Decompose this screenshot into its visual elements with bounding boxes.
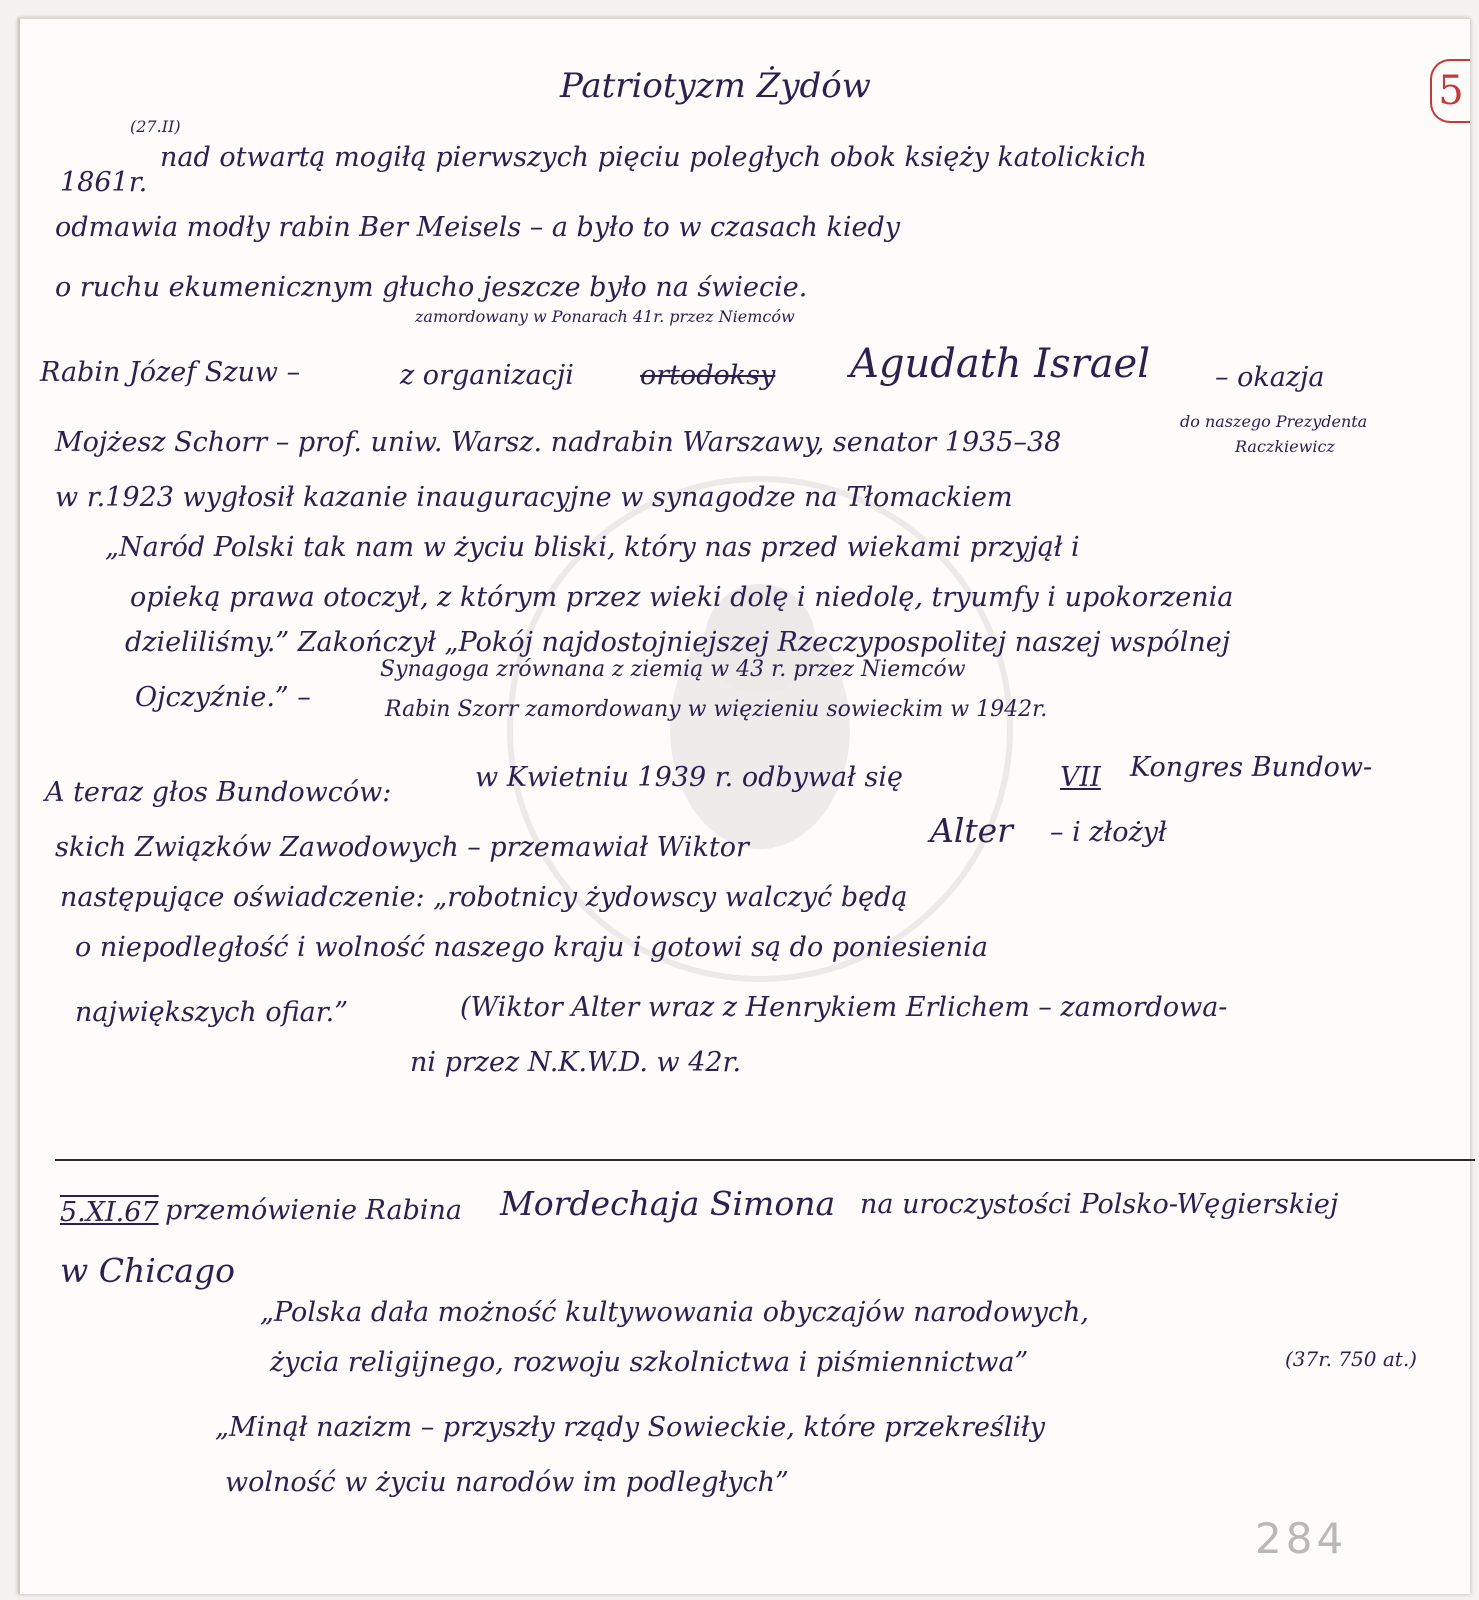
s5-quote2a: „Minął nazizm – przyszły rządy Sowieckie, które przekreśliły — [215, 1412, 1046, 1443]
archive-number: 284 — [1255, 1514, 1348, 1563]
s4-roman: VII — [1060, 762, 1101, 793]
s2-agudath: Agudath Israel — [850, 341, 1151, 387]
s5-name: Mordechaja Simona — [500, 1184, 836, 1223]
s4-line3: następujące oświadczenie: „robotnicy żydowscy walczyć będą — [60, 882, 908, 913]
s3-note2: Rabin Szorr zamordowany w więzieniu sowieckim w 1942r. — [385, 697, 1048, 722]
s5-quote1a: „Polska dała możność kultywowania obyczajów narodowych, — [260, 1297, 1089, 1328]
document-page — [18, 18, 1470, 1594]
s5-side-note: (37r. 750 at.) — [1285, 1347, 1417, 1371]
s4-line2a: skich Związków Zawodowych – przemawiał Wiktor — [55, 832, 749, 863]
s1-line2: odmawia modły rabin Ber Meisels – a było to w czasach kiedy — [55, 212, 901, 243]
s1-line1: nad otwartą mogiłą pierwszych pięciu poległych obok księży katolickich — [160, 142, 1147, 173]
s3-line1: Mojżesz Schorr – prof. uniw. Warsz. nadrabin Warszawy, senator 1935–38 — [55, 427, 1062, 458]
s5-line1b: na uroczystości Polsko-Węgierskiej — [860, 1189, 1339, 1220]
s4-line5b: (Wiktor Alter wraz z Henrykiem Erlichem – zamordowa- — [460, 992, 1228, 1023]
s2-struck-word: ortodoksy — [640, 360, 776, 391]
s2-okazja: – okazja — [1215, 362, 1325, 393]
s4-line6: ni przez N.K.W.D. w 42r. — [410, 1047, 742, 1078]
s4-line2b: – i złożył — [1050, 817, 1167, 848]
s4-line4: o niepodległość i wolność naszego kraju i gotowi są do poniesienia — [75, 932, 988, 963]
s3-line2: w r.1923 wygłosił kazanie inauguracyjne w synagodze na Tłomackiem — [55, 482, 1013, 513]
s3-note1: Synagoga zrównana z ziemią w 43 r. przez Niemców — [380, 657, 966, 682]
s2-insert: zamordowany w Ponarach 41r. przez Niemców — [415, 307, 795, 326]
s5-line1: przemówienie Rabina — [165, 1195, 463, 1226]
s4-line1b: w Kwietniu 1939 r. odbywał się — [475, 762, 903, 793]
year-1861: 1861r. — [60, 167, 148, 198]
s4-line1c: Kongres Bundow- — [1130, 752, 1373, 783]
s4-alter: Alter — [930, 811, 1013, 850]
s2-side-note-1: do naszego Prezydenta — [1180, 412, 1368, 431]
section-divider — [55, 1159, 1475, 1161]
s5-line2: w Chicago — [60, 1251, 235, 1290]
s5-date: 5.XI.67 — [60, 1197, 159, 1228]
page-number: 5 — [1430, 59, 1470, 123]
document-title: Patriotyzm Żydów — [560, 66, 871, 106]
s5-quote2b: wolność w życiu narodów im podległych” — [225, 1467, 789, 1498]
s3-line4: opieką prawa otoczył, z którym przez wieki dolę i niedolę, tryumfy i upokorzenia — [130, 582, 1234, 613]
s3-line3: „Naród Polski tak nam w życiu bliski, który nas przed wiekami przyjął i — [105, 532, 1080, 563]
s2-side-note-2: Raczkiewicz — [1235, 437, 1335, 456]
s5-quote1b: życia religijnego, rozwoju szkolnictwa i piśmiennictwa” — [270, 1347, 1029, 1378]
s2-rabin: Rabin Józef Szuw – — [40, 357, 301, 388]
s1-line3: o ruchu ekumenicznym głucho jeszcze było na świecie. — [55, 272, 808, 303]
s3-line5: dzieliliśmy.” Zakończył „Pokój najdostojniejszej Rzeczypospolitej naszej wspólnej — [125, 627, 1231, 658]
s4-line1a: A teraz głos Bundowców: — [45, 777, 392, 808]
s2-organizacji: z organizacji — [400, 360, 574, 391]
s4-line5a: największych ofiar.” — [75, 997, 349, 1028]
s3-line6: Ojczyźnie.” – — [135, 682, 311, 713]
date-note: (27.II) — [130, 117, 181, 136]
